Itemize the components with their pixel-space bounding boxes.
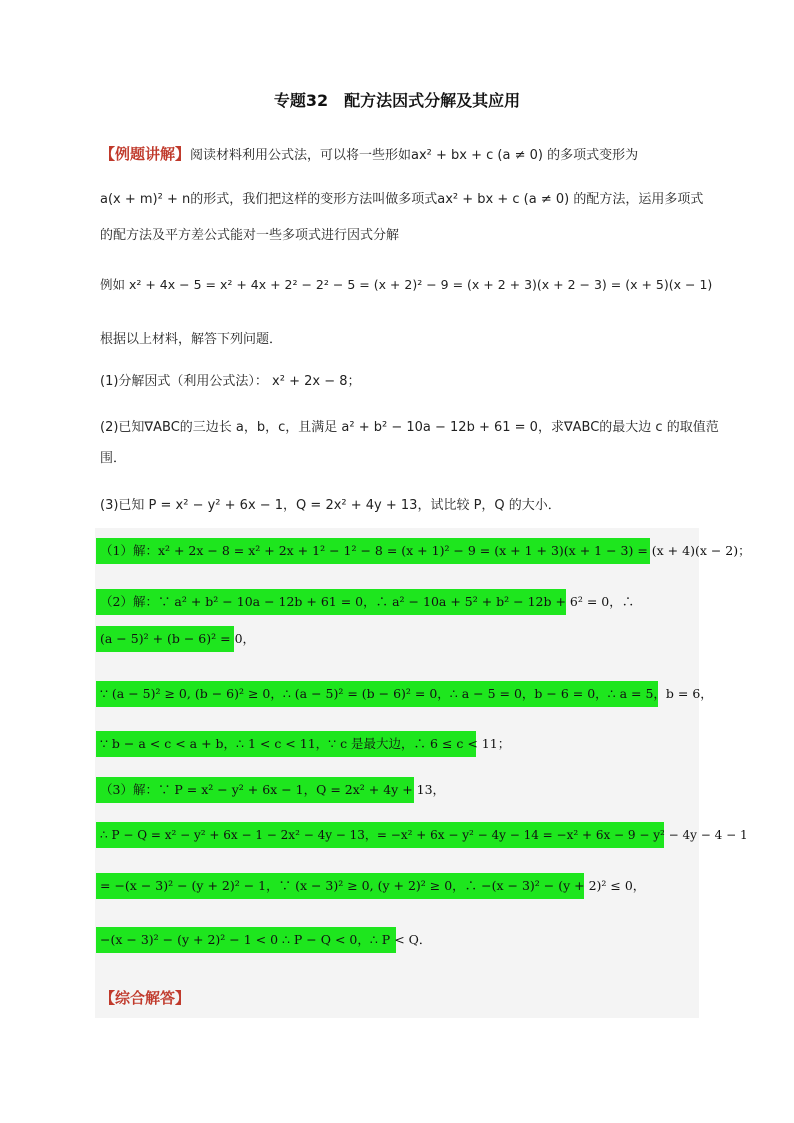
answer-3-line-1: （3）解：∵ P = x² − y² + 6x − 1，Q = 2x² + 4y + 13， [96, 777, 414, 803]
answer-2-line-3: ∵ (a − 5)² ≥ 0, (b − 6)² ≥ 0，∴ (a − 5)² = (b − 6)² = 0，∴ a − 5 = 0，b − 6 = 0，∴ a = 5，b = 6， [96, 681, 658, 707]
comprehensive-tag: 【综合解答】 [100, 989, 191, 1007]
intro-text-1: 阅读材料利用公式法，可以将一些形如ax² + bx + c (a ≠ 0) 的多项式变形为 [190, 148, 639, 163]
question-2: (2)已知∇ABC的三边长 a，b，c，且满足 a² + b² − 10a − 12b + 61 = 0，求∇ABC的最大边 c 的取值范 [100, 420, 719, 435]
prompt-line: 根据以上材料，解答下列问题． [100, 332, 283, 347]
question-1: (1)分解因式（利用公式法）： x² + 2x − 8； [100, 374, 361, 389]
example-tag: 【例题讲解】 [100, 145, 191, 163]
question-2-cont: 围． [100, 451, 127, 466]
answer-2-line-4: ∵ b − a < c < a + b，∴ 1 < c < 11，∵ c 是最大边，∴ 6 ≤ c < 11； [96, 731, 476, 757]
intro-line-1 [100, 143, 638, 164]
answer-2-line-1: （2）解：∵ a² + b² − 10a − 12b + 61 = 0，∴ a² − 10a + 5² + b² − 12b + 6² = 0，∴ [96, 589, 566, 615]
example-line: 例如 x² + 4x − 5 = x² + 4x + 2² − 2² − 5 = (x + 2)² − 9 = (x + 2 + 3)(x + 2 − 3) = (x + 5)(x − 1) [100, 277, 713, 292]
answer-3-line-4: −(x − 3)² − (y + 2)² − 1 < 0 ∴ P − Q < 0，∴ P < Q． [96, 927, 396, 953]
answer-3-line-2: ∴ P − Q = x² − y² + 6x − 1 − 2x² − 4y − 13，= −x² + 6x − y² − 4y − 14 = −x² + 6x − 9 − y² − 4y − 4 − 1 [96, 822, 664, 848]
answer-1: （1）解：x² + 2x − 8 = x² + 2x + 1² − 1² − 8 = (x + 1)² − 9 = (x + 1 + 3)(x + 1 − 3) = (x + 4)(x − 2)； [96, 538, 650, 564]
page-title: 专题32 配方法因式分解及其应用 [273, 91, 521, 110]
answer-2-line-2: (a − 5)² + (b − 6)² = 0， [96, 626, 234, 652]
intro-line-2: a(x + m)² + n的形式，我们把这样的变形方法叫做多项式ax² + bx + c (a ≠ 0) 的配方法，运用多项式 [100, 192, 704, 207]
question-3: (3)已知 P = x² − y² + 6x − 1，Q = 2x² + 4y + 13，试比较 P，Q 的大小． [100, 498, 561, 513]
answer-3-line-3: = −(x − 3)² − (y + 2)² − 1，∵ (x − 3)² ≥ 0, (y + 2)² ≥ 0，∴ −(x − 3)² − (y + 2)² ≤ 0， [96, 873, 584, 899]
intro-line-3: 的配方法及平方差公式能对一些多项式进行因式分解 [100, 228, 400, 243]
